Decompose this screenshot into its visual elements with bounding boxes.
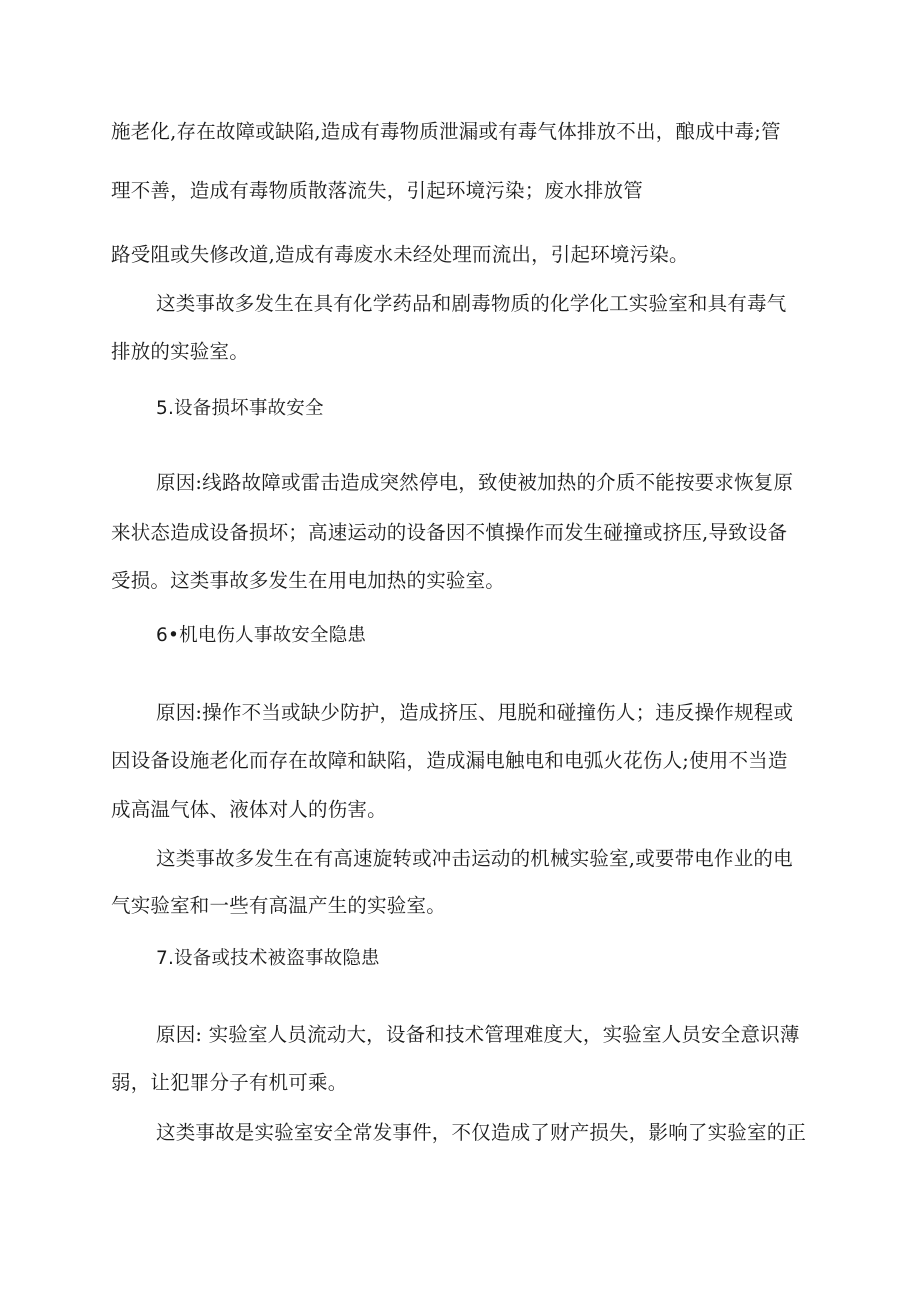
text-line: 这类事故多发生在有高速旋转或冲击运动的机械实验室,或要带电作业的电 bbox=[156, 847, 793, 870]
text-line: 这类事故是实验室安全常发事件，不仅造成了财产损失，影响了实验室的正 bbox=[156, 1121, 807, 1144]
text-line: 气实验室和一些有高温产生的实验室。 bbox=[111, 894, 446, 917]
text-line: 原因:操作不当或缺少防护，造成挤压、甩脱和碰撞伤人；违反操作规程或 bbox=[156, 701, 794, 724]
text-line: 因设备设施老化而存在故障和缺陷，造成漏电触电和电弧火花伤人;使用不当造 bbox=[111, 749, 788, 772]
text-line: 排放的实验室。 bbox=[111, 340, 249, 363]
section-heading: 6•机电伤人事故安全隐患 bbox=[156, 625, 367, 646]
text-line: 原因:线路故障或雷击造成突然停电，致使被加热的介质不能按要求恢复原 bbox=[156, 471, 794, 494]
text-line: 来状态造成设备损坏；高速运动的设备因不慎操作而发生碰撞或挤压,导致设备 bbox=[111, 521, 788, 544]
text-line: 路受阻或失修改道,造成有毒废水未经处理而流出，引起环境污染。 bbox=[111, 243, 689, 266]
section-heading: 5.设备损坏事故安全 bbox=[156, 398, 324, 419]
text-line: 成高温气体、液体对人的伤害。 bbox=[111, 798, 387, 821]
section-heading: 7.设备或技术被盗事故隐患 bbox=[156, 948, 380, 969]
text-line: 施老化,存在故障或缺陷,造成有毒物质泄漏或有毒气体排放不出，酿成中毒;管 bbox=[111, 120, 781, 143]
text-line: 这类事故多发生在具有化学药品和剧毒物质的化学化工实验室和具有毒气 bbox=[156, 292, 787, 315]
text-line: 弱，让犯罪分子有机可乘。 bbox=[111, 1071, 348, 1094]
text-line: 受损。这类事故多发生在用电加热的实验室。 bbox=[111, 569, 506, 592]
text-line: 理不善，造成有毒物质散落流失，引起环境污染；废水排放管 bbox=[111, 179, 643, 202]
text-line: 原因: 实验室人员流动大，设备和技术管理难度大，实验室人员安全意识薄 bbox=[156, 1023, 800, 1046]
